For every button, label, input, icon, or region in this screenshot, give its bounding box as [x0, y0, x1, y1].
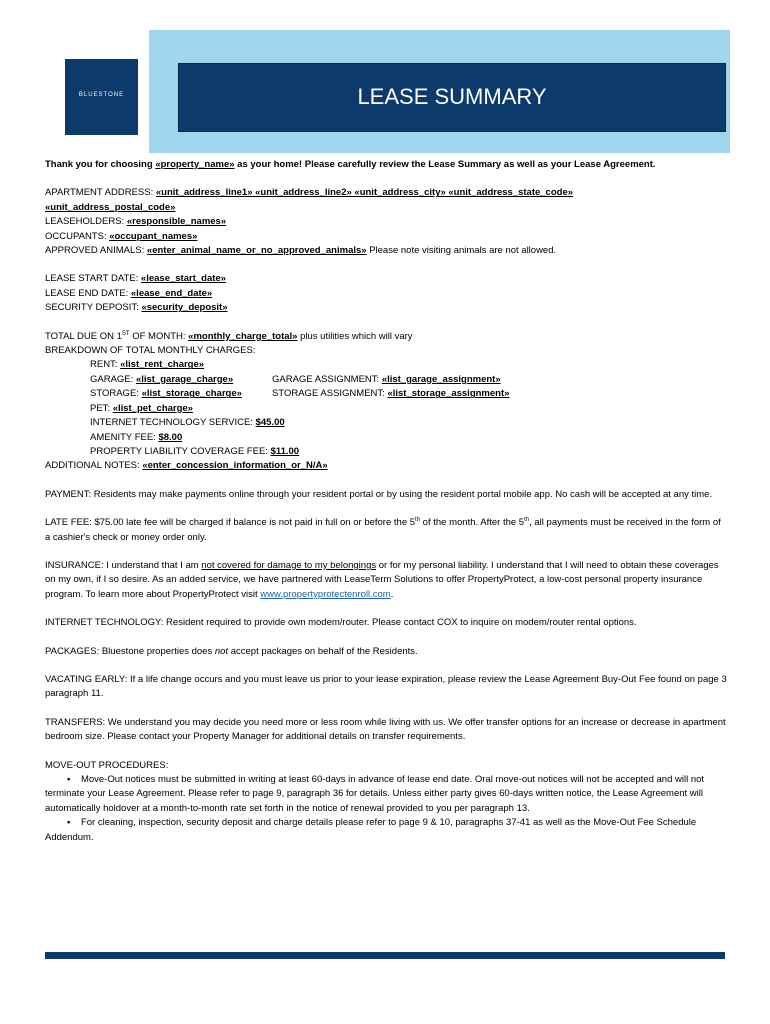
garage-assignment-label: GARAGE ASSIGNMENT: [272, 373, 382, 385]
insurance-emphasis: not covered for damage to my belongings [201, 559, 377, 571]
late-fee-text: LATE FEE: $75.00 late fee will be charged if balance is not paid in full on or before the 5 [45, 517, 416, 529]
additional-notes-field: «enter_concession_information_or_N/A» [142, 460, 328, 472]
intro-text-end: as your home! Please carefully review the Lease Summary as well as your Lease Agreement. [234, 159, 656, 170]
postal-line [45, 201, 727, 215]
moveout-bullet-2-text: For cleaning, inspection, security deposit and charge details please refer to page 9 & 10, paragraphs 37-41 as well as the Move-Out Fee Schedule Addendum. [45, 817, 697, 843]
internet-paragraph: INTERNET TECHNOLOGY: Resident required to provide own modem/router. Please contact COX to inquire on modem/router rental options. [45, 617, 637, 629]
late-fee-text-end: , all payments must be received in the form of a cashier's check or money order only. [45, 517, 721, 543]
end-date-field: «lease_end_date» [130, 287, 213, 299]
liability-fee-label: PROPERTY LIABILITY COVERAGE FEE: [90, 445, 271, 457]
total-sup: ST [121, 330, 130, 337]
logo [65, 59, 138, 135]
rent-field: «list_rent_charge» [120, 359, 205, 371]
packages-text: PACKAGES: Bluestone properties does [45, 645, 215, 657]
insurance-text: INSURANCE: I understand that I am [45, 559, 202, 571]
property-protect-link[interactable]: www.propertyprotectenroll.com [260, 588, 391, 600]
intro-paragraph [45, 158, 727, 172]
moveout-bullet-1 [45, 773, 727, 816]
page-title: LEASE SUMMARY [357, 84, 547, 109]
internet-fee-value: $45.00 [255, 417, 285, 429]
internet-fee-line [45, 416, 727, 430]
storage-label: STORAGE: [90, 388, 142, 400]
storage-cell [90, 387, 272, 401]
lease-summary-body [45, 158, 727, 845]
storage-field: «list_storage_charge» [141, 388, 242, 400]
garage-assignment-cell [272, 373, 501, 387]
late-fee-paragraph [45, 516, 727, 545]
footer-rule [45, 952, 725, 959]
storage-row [45, 387, 727, 401]
start-date-field: «lease_start_date» [140, 273, 226, 285]
insurance-paragraph [45, 559, 727, 602]
pet-label: PET: [90, 402, 113, 414]
garage-row [45, 373, 727, 387]
intro-text: Thank you for choosing [45, 159, 156, 170]
garage-field: «list_garage_charge» [135, 373, 234, 385]
moveout-bullet-1-text: Move-Out notices must be submitted in writing at least 60-days in advance of lease end date. Oral move-out notices will not be accepted and will not terminate your Lease Agreement. Please refer to page 9, paragraph 36 for details. Unless either party gives 60-days written notice, the Lease Agreement will automatically holdover at a month-to-month rate set forth in the notice of renewal provided to you per paragraph 13. [45, 774, 705, 814]
liability-fee-line [45, 445, 727, 459]
deposit-field: «security_deposit» [141, 302, 228, 314]
animals-line [45, 244, 727, 258]
packages-paragraph [45, 645, 727, 659]
insurance-text-end: . [390, 588, 394, 600]
late-fee-sup: th [415, 516, 421, 523]
deposit-label: SECURITY DEPOSIT: [45, 302, 142, 314]
total-label-end: OF MONTH: [129, 330, 189, 342]
logo-text: BLUESTONE [78, 92, 125, 98]
leaseholders-line [45, 215, 727, 229]
transfers-paragraph: TRANSFERS: We understand you may decide you need more or less room while living with us. We offer transfer options for an increase or decrease in apartment bedroom size. Please contact your Property Manager for additional details on transfer requirements. [45, 716, 726, 743]
internet-fee-label: INTERNET TECHNOLOGY SERVICE: [90, 417, 256, 429]
pet-field: «list_pet_charge» [112, 402, 193, 414]
postal-field: «unit_address_postal_code» [45, 201, 176, 213]
rent-line [45, 358, 727, 372]
occupants-line [45, 230, 727, 244]
additional-notes-line [45, 459, 727, 473]
total-field: «monthly_charge_total» [188, 330, 298, 342]
insurance-text-mid: or for my personal liability. I understand that I will need to obtain these coverages on my own, if I so desire. As an added service, we have partnered with LeaseTerm Solutions to offer PropertyProtect, a low-cost personal property insurance program. To learn more about PropertyProtect visit [45, 559, 719, 600]
late-fee-sup-2: th [524, 516, 530, 523]
start-date-line [45, 272, 727, 286]
address-field: «unit_address_line1» «unit_address_line2» «unit_address_city» «unit_address_state_code» [155, 187, 574, 199]
address-line [45, 186, 727, 200]
animals-note: Please note visiting animals are not allowed. [366, 245, 557, 257]
moveout-bullet-2 [45, 816, 727, 845]
storage-assignment-cell [272, 387, 509, 401]
leaseholders-label: LEASEHOLDERS: [45, 216, 127, 228]
property-name-field: «property_name» [155, 159, 235, 170]
amenity-fee-label: AMENITY FEE: [90, 431, 159, 443]
total-due-line [45, 330, 727, 344]
pet-line [45, 402, 727, 416]
total-label: TOTAL DUE ON 1 [45, 330, 122, 342]
start-date-label: LEASE START DATE: [45, 273, 141, 285]
title-banner [178, 63, 726, 132]
additional-notes-label: ADDITIONAL NOTES: [45, 460, 143, 472]
animals-field: «enter_animal_name_or_no_approved_animals» [146, 245, 367, 257]
packages-emphasis: not [214, 645, 229, 657]
vacating-paragraph: VACATING EARLY: If a life change occurs and you must leave us prior to your lease expiration, please review the Lease Agreement Buy-Out Fee found on page 3 paragraph 11. [45, 673, 727, 700]
amenity-fee-line [45, 431, 727, 445]
storage-assignment-field: «list_storage_assignment» [387, 388, 510, 400]
bullet-icon: ▪ [67, 817, 81, 829]
bullet-icon: ▪ [67, 774, 81, 785]
amenity-fee-value: $8.00 [158, 431, 183, 443]
late-fee-text-mid: of the month. After the 5 [420, 517, 525, 529]
deposit-line [45, 301, 727, 315]
breakdown-label: BREAKDOWN OF TOTAL MONTHLY CHARGES: [45, 345, 256, 357]
animals-label: APPROVED ANIMALS: [45, 245, 147, 257]
garage-cell [90, 373, 272, 387]
packages-text-end: accept packages on behalf of the Residents. [228, 645, 418, 657]
end-date-label: LEASE END DATE: [45, 287, 131, 299]
garage-label: GARAGE: [90, 373, 136, 385]
garage-assignment-field: «list_garage_assignment» [381, 373, 501, 385]
total-note: plus utilities which will vary [297, 330, 413, 342]
liability-fee-value: $11.00 [270, 445, 300, 457]
leaseholders-field: «responsible_names» [126, 216, 227, 228]
storage-assignment-label: STORAGE ASSIGNMENT: [272, 388, 388, 400]
end-date-line [45, 287, 727, 301]
moveout-label: MOVE-OUT PROCEDURES: [45, 759, 169, 771]
rent-label: RENT: [90, 359, 121, 371]
address-label: APARTMENT ADDRESS: [45, 187, 156, 199]
payment-paragraph: PAYMENT: Residents may make payments online through your resident portal or by using the resident portal mobile app. No cash will be accepted at any time. [45, 488, 713, 500]
occupants-label: OCCUPANTS: [45, 230, 110, 242]
occupants-field: «occupant_names» [109, 230, 198, 242]
